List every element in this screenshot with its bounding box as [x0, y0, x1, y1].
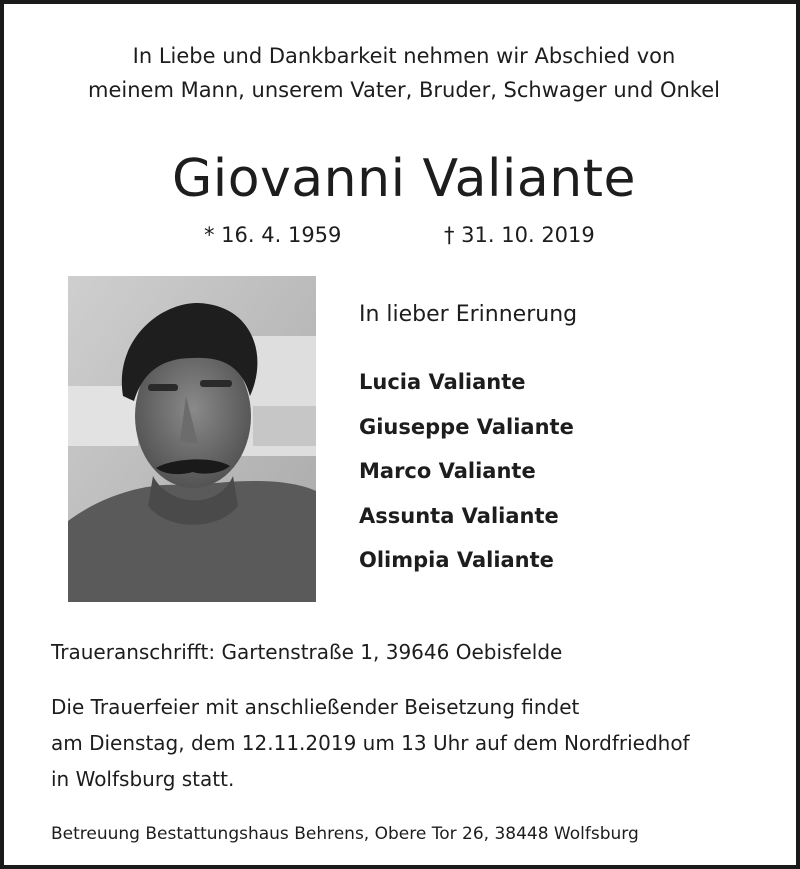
family-member: Giuseppe Valiante	[359, 414, 574, 439]
memory-heading: In lieber Erinnerung	[359, 302, 578, 327]
intro-line-2: meinem Mann, unserem Vater, Bruder, Schwager und Onkel	[88, 78, 720, 102]
family-member: Lucia Valiante	[359, 370, 526, 394]
deceased-name: Giovanni Valiante	[171, 149, 637, 209]
ceremony-line-2: am Dienstag, dem 12.11.2019 um 13 Uhr auf dem Nordfriedhof	[51, 731, 690, 755]
mourning-address: Traueranschrifft: Gartenstraße 1, 39646 Oebisfelde	[51, 640, 563, 664]
family-member: Marco Valiante	[359, 459, 536, 483]
funeral-home-credit: Betreuung Bestattungshaus Behrens, Obere Tor 26, 38448 Wolfsburg	[51, 824, 639, 844]
family-list	[359, 360, 574, 583]
portrait-photo	[68, 276, 316, 602]
death-date: † 31. 10. 2019	[444, 223, 595, 247]
family-member: Olimpia Valiante	[359, 548, 554, 572]
birth-date: * 16. 4. 1959	[204, 223, 342, 247]
intro-line-1: In Liebe und Dankbarkeit nehmen wir Abschied von	[132, 44, 676, 68]
ceremony-line-1: Die Trauerfeier mit anschließender Beisetzung findet	[51, 695, 580, 719]
family-member: Assunta Valiante	[359, 503, 559, 528]
ceremony-line-3: in Wolfsburg statt.	[51, 767, 235, 791]
ceremony-details	[51, 689, 690, 797]
